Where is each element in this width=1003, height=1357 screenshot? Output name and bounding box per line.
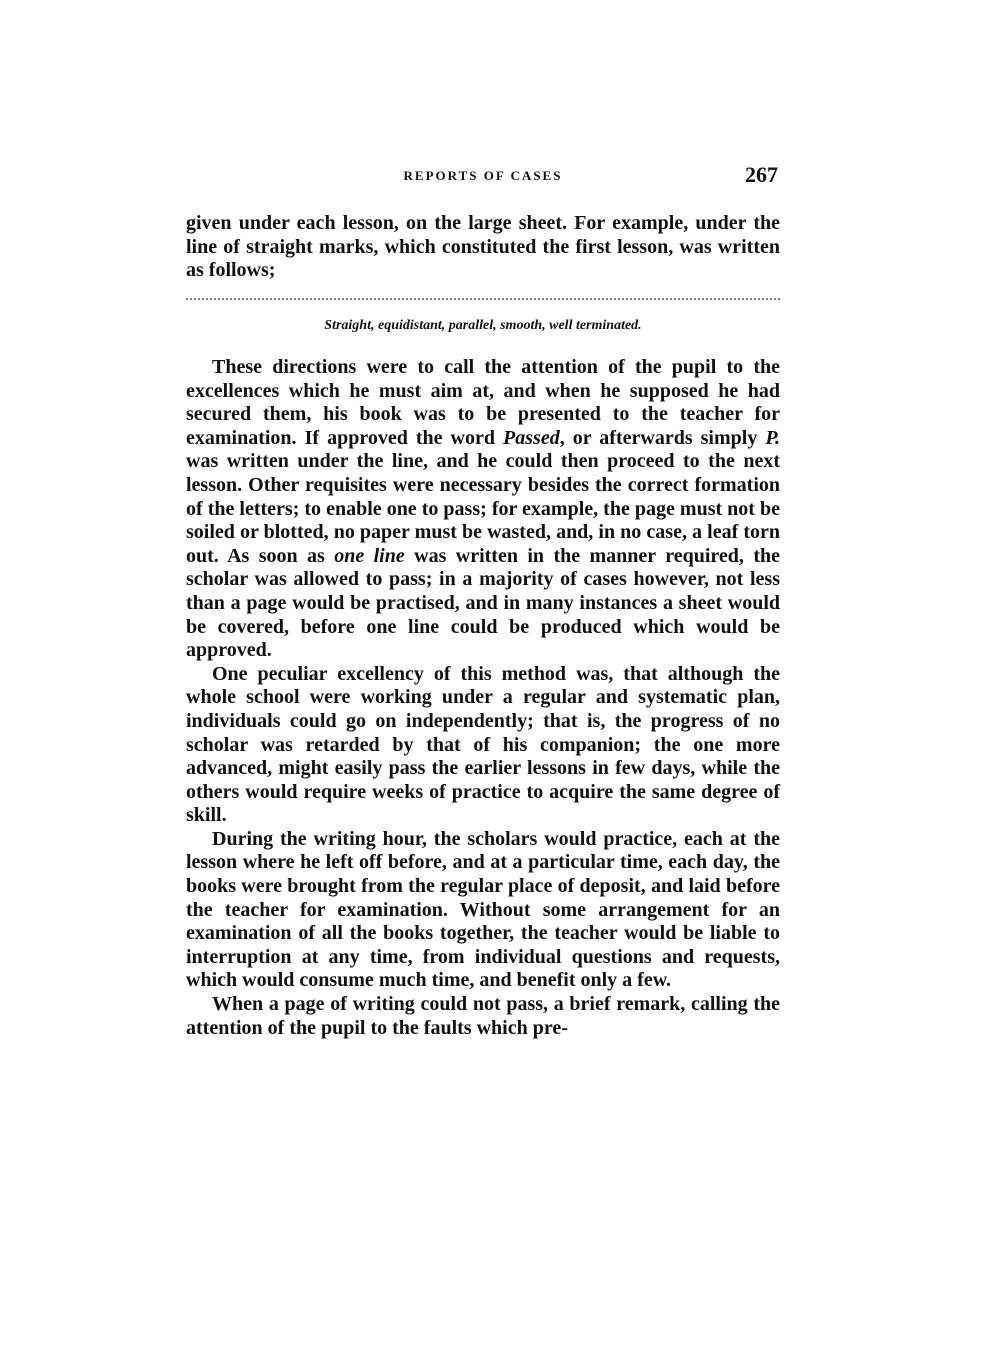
page-number: 267 — [745, 162, 778, 187]
copy-line-rule — [186, 298, 780, 300]
paragraph-directions-part: was written in the manner required, the scholar was allowed to pass; in a majority of cases however, not less than a page would be practised, and in many instances a sheet would be covered, before one line could be produced which would be approved. — [186, 544, 780, 662]
paragraph-directions — [186, 356, 780, 663]
page-header — [186, 162, 780, 192]
paragraph-directions-part: , or afterwards simply — [559, 426, 766, 449]
p-letter: P. — [765, 426, 780, 449]
copy-line-example: Straight, equidistant, parallel, smooth, well terminated. — [324, 318, 642, 333]
paragraph-directions-part: was written under the line, and he could then proceed to the next lesson. Other requisites were necessary besides the correct formation of the letters; to enable one to pass; for example, the page must not be soiled or blotted, no paper must be wasted, and, in no case, a leaf torn out. As soon as — [186, 450, 780, 567]
paragraph-directions-part: These directions were to call the attention of the pupil to the excellences which he must aim at, and when he supposed he had secured them, his book was to be presented to the teacher for examination. If approved the word — [186, 356, 780, 449]
one-line-phrase: one line — [334, 544, 405, 567]
body-text — [186, 356, 780, 1040]
paragraph-remark: When a page of writing could not pass, a brief remark, calling the attention of the pupil to the faults which pre- — [186, 993, 780, 1039]
paragraph-excellency: One peculiar excellency of this method was, that although the whole school were working under a regular and systematic plan, individuals could go on independently; that is, the progress of no scholar was retarded by that of his companion; the one more advanced, might easily pass the earlier lessons in few days, while the others would require weeks of practice to acquire the same degree of skill. — [186, 662, 780, 827]
running-title: REPORTS OF CASES — [403, 168, 563, 183]
passed-word: Passed — [503, 426, 560, 449]
paragraph-writing-hour: During the writing hour, the scholars would practice, each at the lesson where he left off before, and at a particular time, each day, the books were brought from the regular place of deposit, and laid before the teacher for examination. Without some arrangement for an examination of all the books together, the teacher would be liable to interruption at any time, from individual questions and requests, which would consume much time, and benefit only a few. — [186, 827, 780, 992]
intro-paragraph: given under each lesson, on the large sheet. For example, under the line of straight marks, which constituted the first lesson, was written as follows; — [186, 212, 780, 282]
intro-text — [186, 212, 780, 283]
